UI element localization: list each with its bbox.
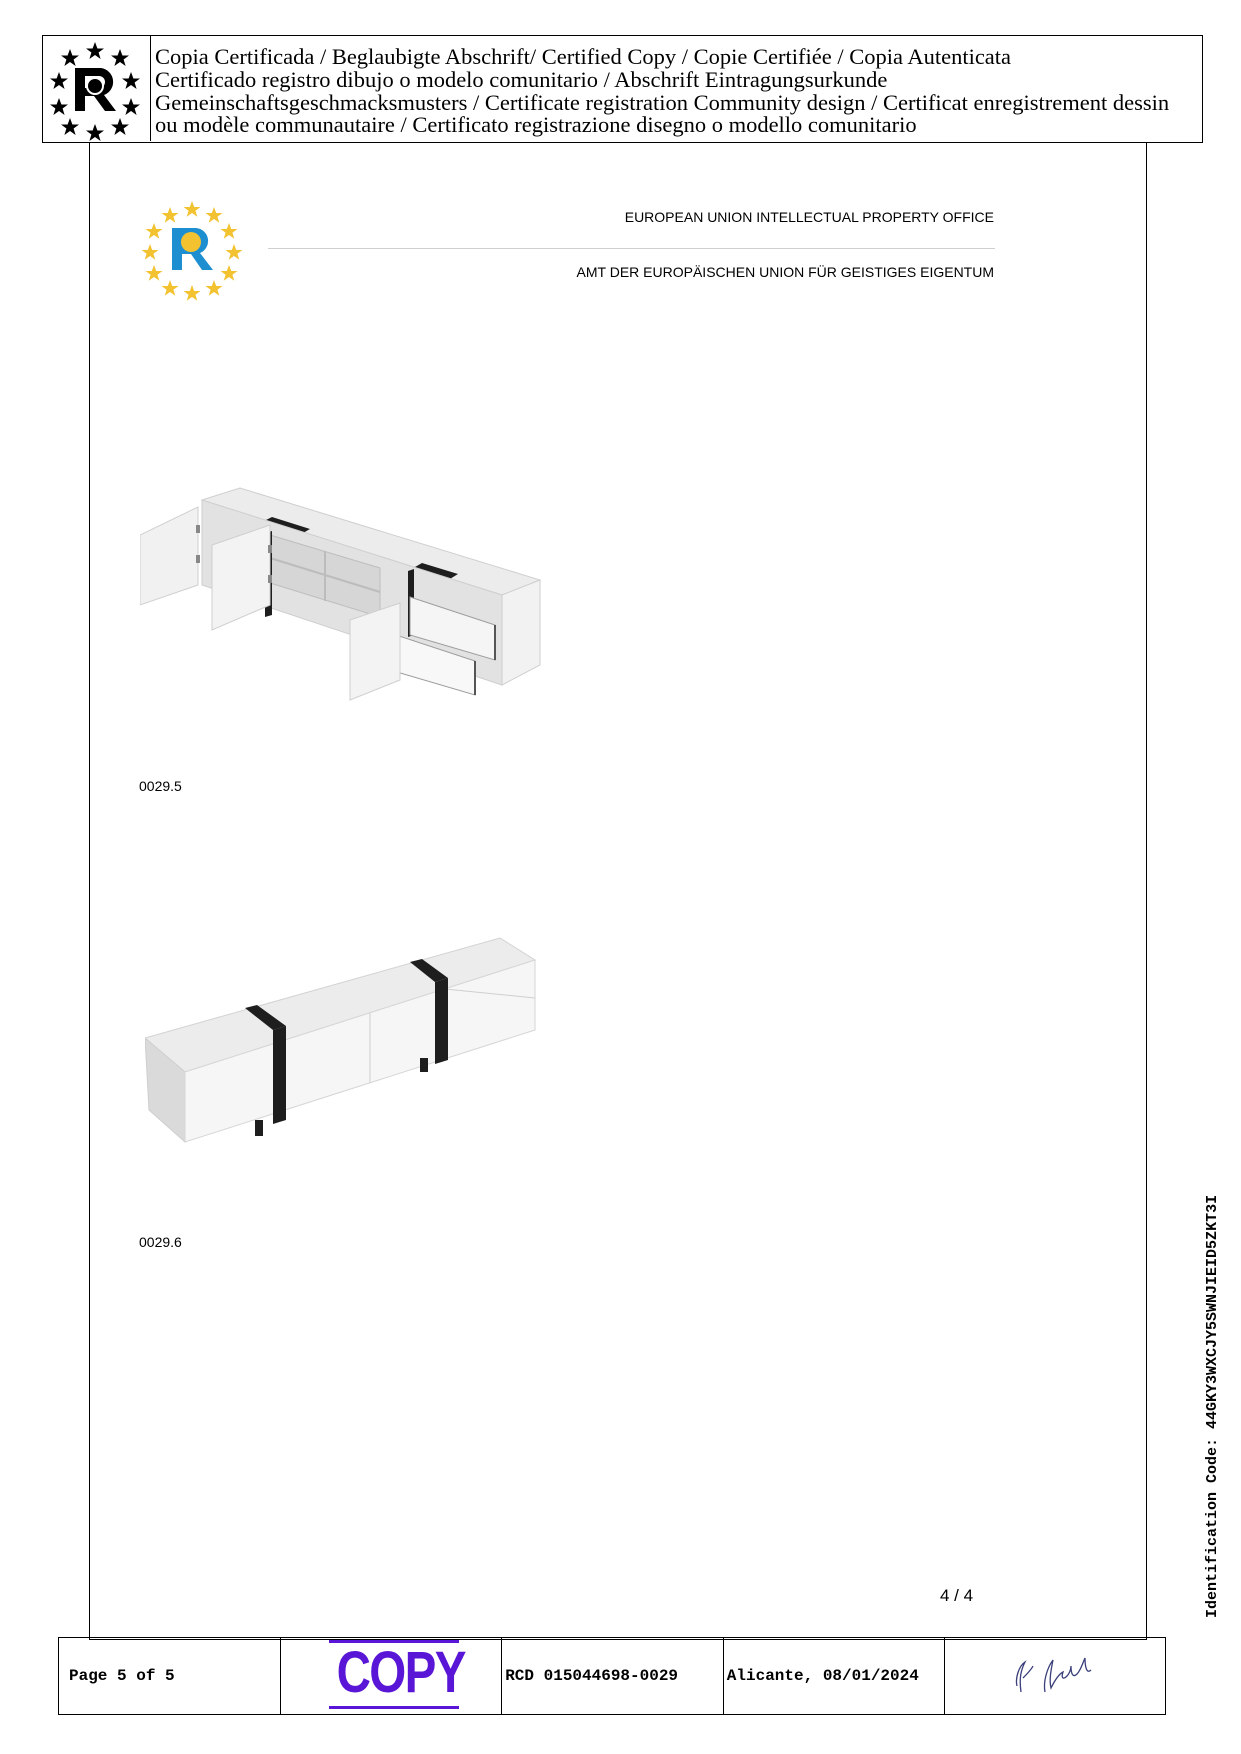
certification-header [42, 35, 1203, 143]
page-number: 4 / 4 [940, 1586, 974, 1605]
rcd-number: RCD 015044698-0029 [505, 1667, 679, 1685]
certification-title [155, 46, 1169, 137]
certification-line: Gemeinschaftsgeschmacksmusters / Certificate registration Community design / Certificat enregistrement dessin [155, 89, 1170, 115]
divider [268, 248, 995, 249]
euipo-logo-icon [140, 198, 244, 307]
certification-line: ou modèle communautaire / Certificato registrazione disegno o modello comunitario [155, 112, 917, 138]
view-label: 0029.5 [139, 778, 182, 794]
certification-line: Copia Certificada / Beglaubigte Abschrift/ Certified Copy / Copie Certifiée / Copia Autenticata [155, 44, 1012, 69]
footer-place-date [724, 1638, 946, 1714]
tv-cabinet-closed-view [145, 930, 545, 1155]
place-date: Alicante, 08/01/2024 [726, 1667, 919, 1685]
tv-cabinet-open-view [140, 485, 550, 720]
identification-code: Identification Code: 44GKY3WXCJY5SWNJIEID5ZKT3I [1204, 1194, 1221, 1618]
office-name-en: EUROPEAN UNION INTELLECTUAL PROPERTY OFFICE [624, 209, 994, 225]
view-label: 0029.6 [139, 1234, 182, 1250]
certification-line: Certificado registro dibujo o modelo comunitario / Abschrift Eintragungsurkunde [155, 66, 888, 92]
footer-signature [945, 1638, 1165, 1714]
eu-stars-r-logo-icon [43, 36, 151, 141]
signature-icon [1005, 1648, 1105, 1705]
footer-stamp [281, 1638, 503, 1714]
page-indicator: Page 5 of 5 [69, 1667, 175, 1685]
stamp-rule [329, 1706, 459, 1709]
stamp-text: COPY [336, 1640, 465, 1705]
copy-stamp [324, 1638, 464, 1710]
document-frame [89, 143, 1147, 1640]
footer-rcd [502, 1638, 724, 1714]
office-name-de: AMT DER EUROPÄISCHEN UNION FÜR GEISTIGES EIGENTUM [576, 264, 994, 280]
footer-bar [58, 1637, 1166, 1715]
footer-page [59, 1638, 281, 1714]
